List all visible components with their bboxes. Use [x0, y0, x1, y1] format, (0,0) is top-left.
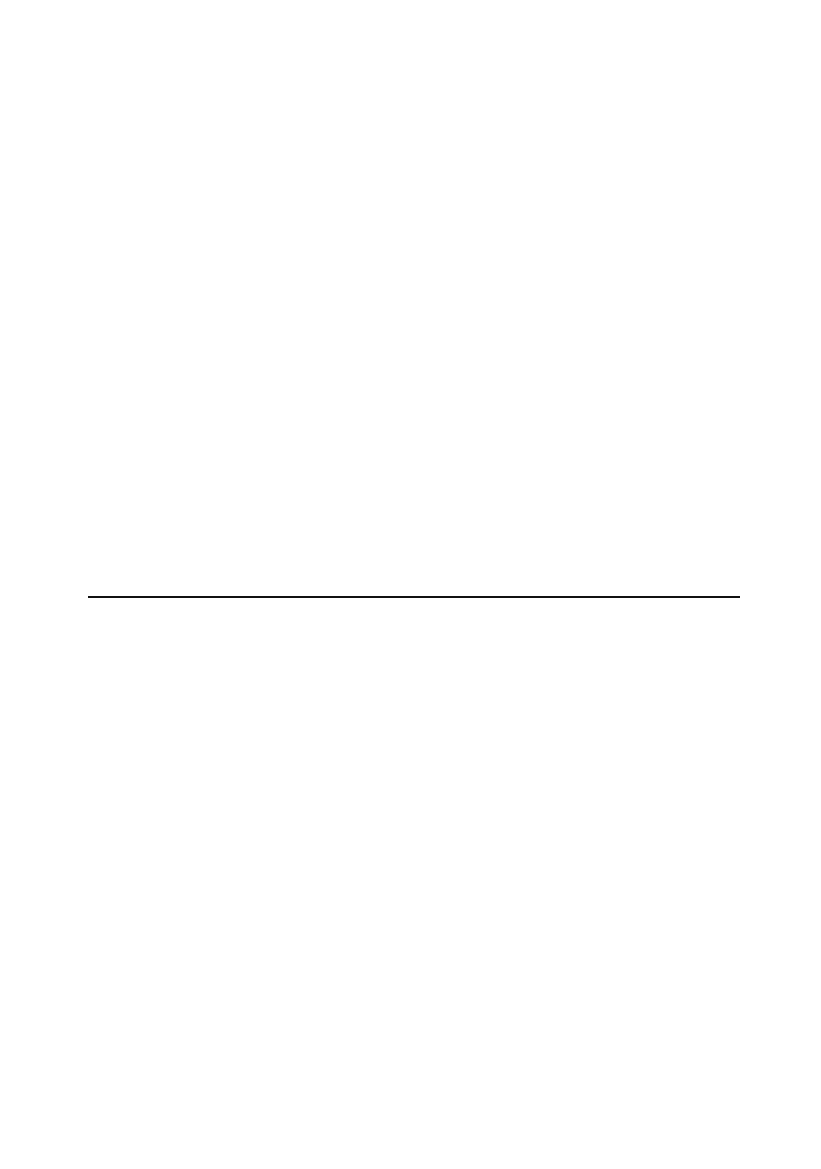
section-divider: [88, 596, 740, 598]
